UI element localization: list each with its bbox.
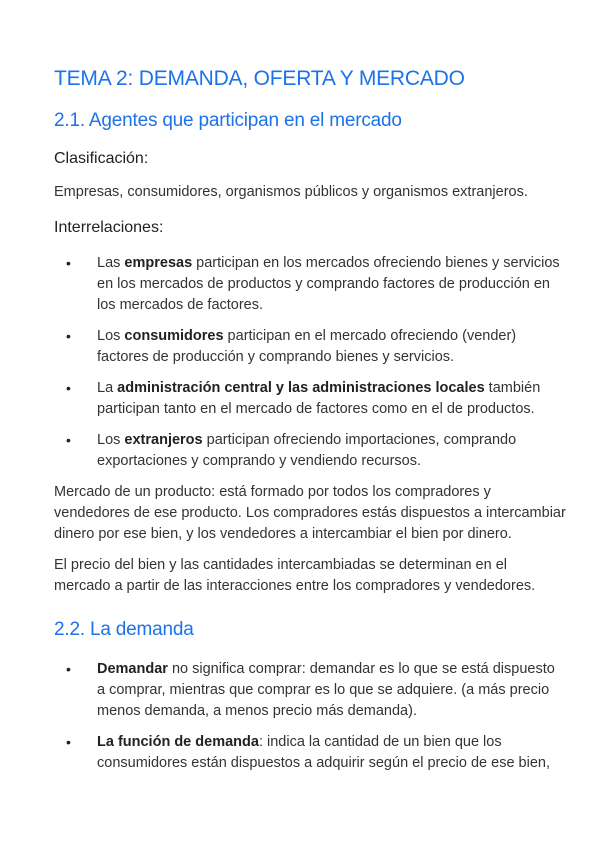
- bullet-icon: •: [66, 661, 71, 677]
- bullet-icon: •: [66, 255, 71, 271]
- list-item: • Los extranjeros participan ofreciendo importaciones, comprando exportaciones y comprando y vendiendo recursos.: [66, 432, 517, 469]
- list-item: • La administración central y las administraciones locales también participan tanto en el mercado de factores como en el de productos.: [66, 380, 541, 417]
- bullet-icon: •: [66, 328, 71, 344]
- bullet-icon: •: [66, 734, 71, 750]
- list-item: • Las empresas participan en los mercados ofreciendo bienes y servicios en los mercados de productos y comprando factores de producción en los mercados de factores.: [66, 255, 560, 313]
- demanda-list: [54, 659, 566, 774]
- document-title: TEMA 2: DEMANDA, OFERTA Y MERCADO: [54, 67, 465, 90]
- bullet-icon: •: [66, 380, 71, 396]
- list-item: • Los consumidores participan en el mercado ofreciendo (vender) factores de producción y comprando bienes y servicios.: [66, 328, 517, 365]
- document-page: [54, 64, 566, 784]
- section-heading-agentes: 2.1. Agentes que participan en el mercado: [54, 110, 402, 131]
- bullet-icon: •: [66, 432, 71, 448]
- interrelaciones-list: [54, 253, 566, 472]
- list-item: • La función de demanda: indica la cantidad de un bien que los consumidores están dispuestos a adquirir según el precio de ese bien,: [66, 734, 550, 771]
- clasificacion-text: Empresas, consumidores, organismos públicos y organismos extranjeros.: [54, 184, 528, 200]
- precio-paragraph: El precio del bien y las cantidades intercambiadas se determinan en el mercado a partir de las interacciones entre los compradores y vendedores.: [54, 557, 536, 594]
- section-heading-demanda: 2.2. La demanda: [54, 619, 194, 640]
- subheading-interrelaciones: Interrelaciones:: [54, 219, 164, 236]
- subheading-clasificacion: Clasificación:: [54, 150, 149, 167]
- mercado-paragraph: Mercado de un producto: está formado por todos los compradores y vendedores de ese producto. Los compradores estás dispuestos a intercambiar dinero por ese bien, y los vendedores a intercambiar el bien por dinero.: [54, 484, 566, 542]
- list-item: • Demandar no significa comprar: demandar es lo que se está dispuesto a comprar, mientras que comprar es lo que se adquiere. (a más precio menos demanda, a menos precio más demanda).: [66, 661, 555, 719]
